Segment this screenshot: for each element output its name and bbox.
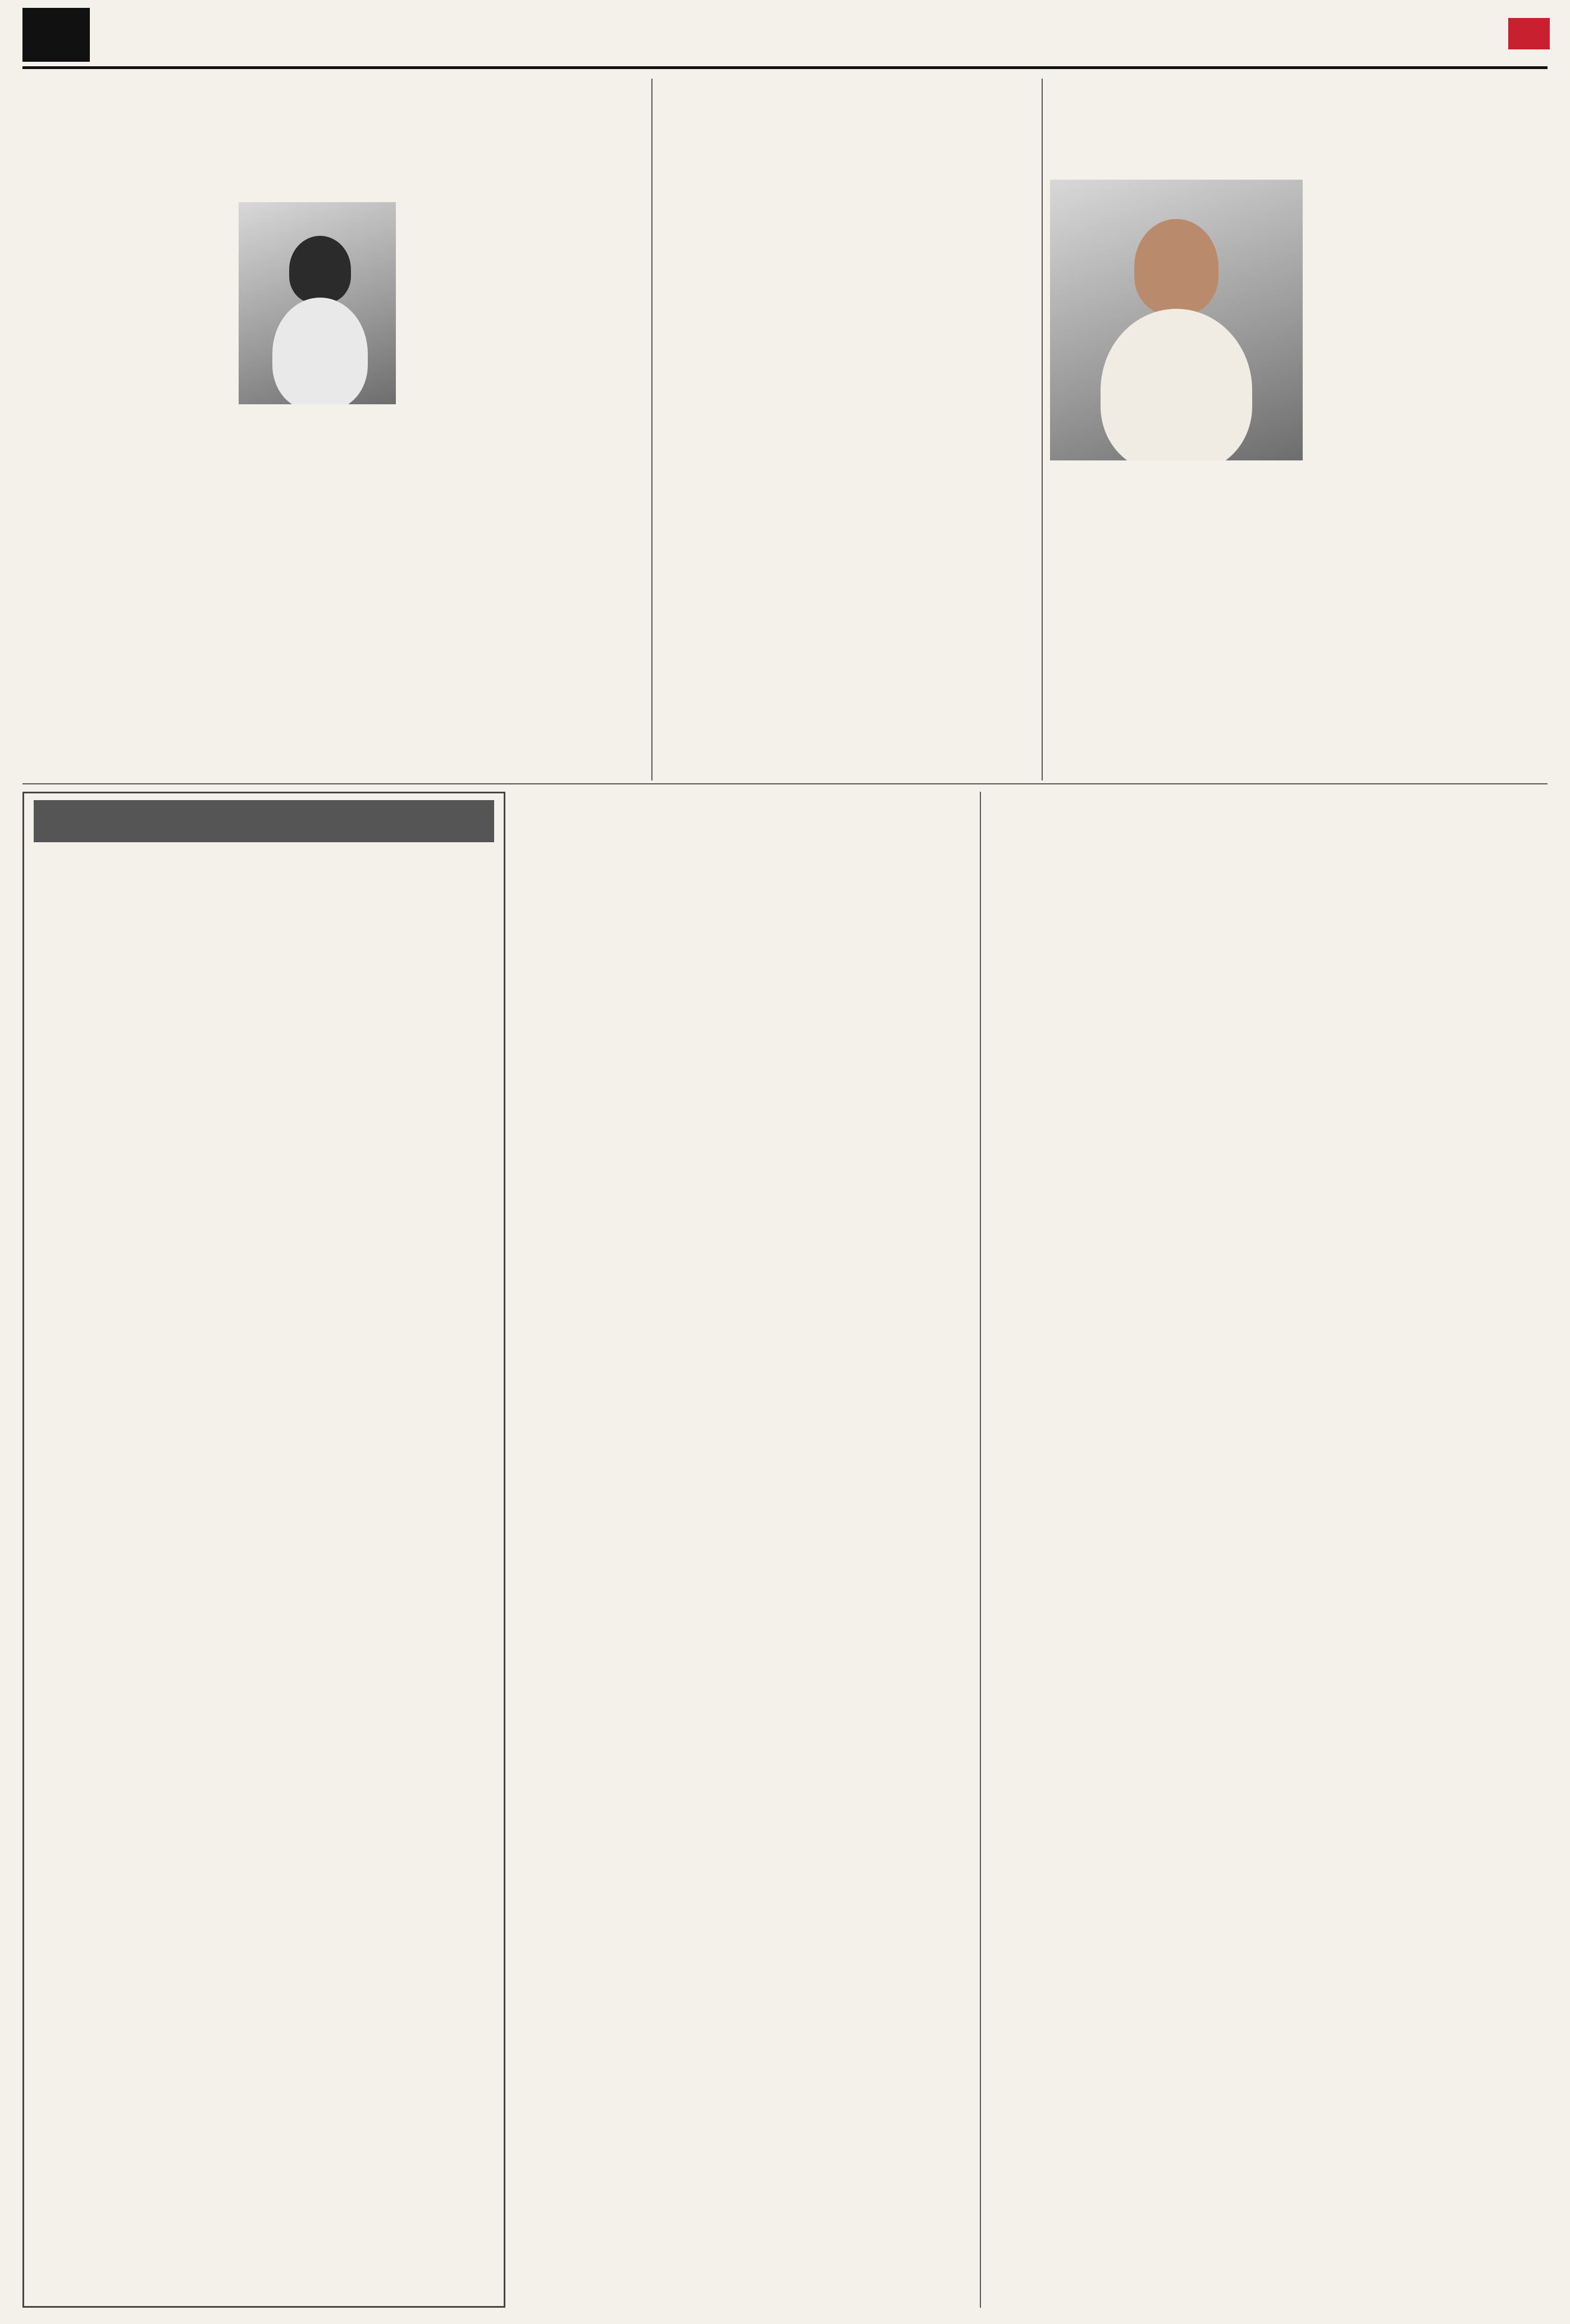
masthead bbox=[1415, 6, 1550, 62]
column-divider bbox=[1042, 79, 1043, 780]
photo-figure-body bbox=[272, 298, 368, 404]
isro-lead bbox=[988, 792, 1449, 1252]
story3-photo bbox=[1050, 180, 1303, 460]
story1-column-3 bbox=[407, 202, 643, 775]
congress-text bbox=[517, 2151, 971, 2308]
story2-column-2 bbox=[851, 185, 1036, 775]
story1-column-2 bbox=[239, 413, 396, 775]
story3-column-1 bbox=[1050, 550, 1303, 775]
yunus-text bbox=[988, 2156, 1449, 2308]
column-divider bbox=[651, 79, 652, 780]
page-number bbox=[22, 8, 90, 62]
story2-column-1 bbox=[663, 185, 842, 775]
hailakandi-text bbox=[988, 1699, 1449, 1867]
masthead-badge bbox=[1508, 18, 1550, 49]
coal-text bbox=[517, 1028, 971, 1729]
story1-column-1 bbox=[22, 202, 230, 775]
zilla-text bbox=[988, 1917, 1449, 2103]
story1-photo bbox=[239, 202, 396, 404]
box-section-1-text bbox=[34, 893, 494, 1224]
header-rule bbox=[22, 66, 1548, 69]
section-divider bbox=[22, 783, 1548, 784]
box-section-3-text bbox=[34, 1648, 494, 2294]
waqf-text bbox=[517, 1783, 971, 2097]
coal-intro bbox=[517, 792, 971, 943]
story3-photo-caption bbox=[1050, 466, 1303, 545]
continued-box-title bbox=[34, 800, 494, 842]
photo-figure-head bbox=[1134, 219, 1218, 314]
story3-column-2 bbox=[1314, 180, 1550, 775]
photo-figure-body bbox=[1101, 309, 1252, 460]
isro-text bbox=[988, 1305, 1449, 1648]
box-section-2-text bbox=[34, 1277, 494, 1597]
column-divider bbox=[980, 792, 981, 2308]
photo-figure-head bbox=[289, 236, 351, 303]
